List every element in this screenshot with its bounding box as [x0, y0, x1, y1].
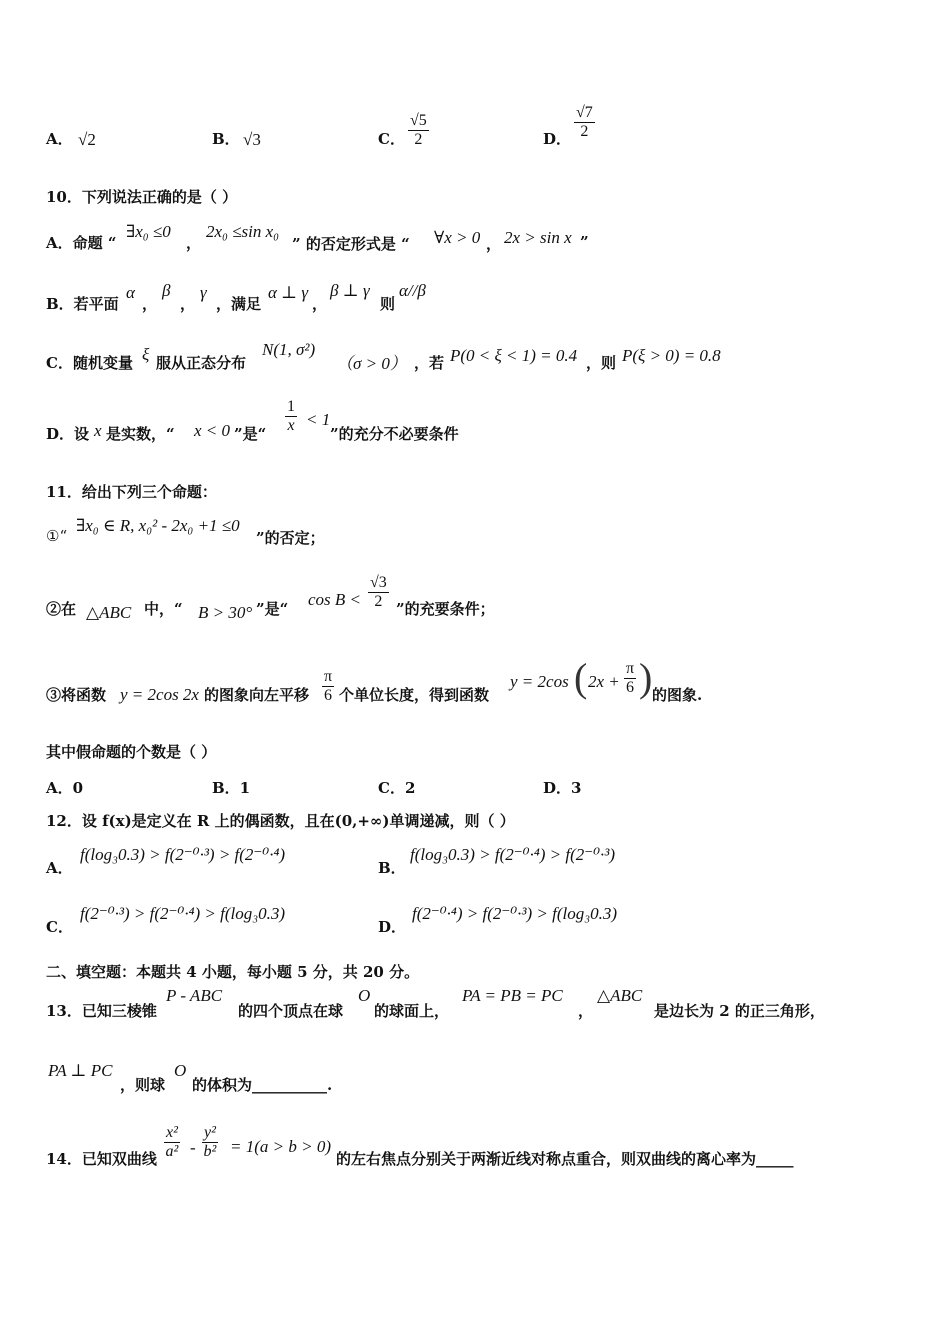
q10-a-prefix: A．命题 “: [46, 234, 117, 252]
q13-l2-mid: ，则球: [120, 1076, 166, 1094]
q14-numerator1: x²: [166, 1124, 178, 1141]
q12-option-d-math: f(2⁻⁰·⁴) > f(2⁻⁰·³) > f(log₃0.3): [412, 904, 618, 923]
q11-p3-fraction: [322, 668, 334, 705]
q14-numerator2: y²: [204, 1124, 216, 1141]
q11-option-a: A．0: [46, 779, 84, 797]
q10-b-c3: ，: [312, 295, 328, 313]
q9-c-numerator: √5: [410, 112, 427, 129]
q12-option-c-math: f(2⁻⁰·³) > f(2⁻⁰·⁴) > f(log₃0.3): [80, 904, 286, 923]
q14-equation: = 1(a > b > 0): [230, 1137, 331, 1156]
q11-p3-numerator2: π: [626, 660, 635, 677]
q12-option-c-label: C．: [46, 918, 73, 936]
q10-a-math2: 2x₀ ≤sin x₀: [206, 222, 280, 241]
q10-c-dist: N(1, σ²): [262, 340, 316, 359]
q11-p2-end: ”的充要条件；: [396, 600, 495, 618]
q13-prefix: 13．已知三棱锥: [46, 1002, 157, 1020]
q11-p3-mid2: 个单位长度，得到函数: [339, 686, 490, 704]
q10-c-sigma: （σ > 0）: [336, 354, 407, 373]
q9-c-denominator: 2: [414, 131, 423, 148]
q9-d-numerator: √7: [576, 104, 593, 121]
q11-p3-numerator: π: [324, 668, 333, 685]
q10-a-comma2: ，: [486, 235, 502, 253]
q11-p2-numerator: √3: [370, 574, 387, 591]
q14-denominator2: b²: [203, 1143, 217, 1160]
q11-p3-func1: y = 2cos 2x: [120, 685, 199, 704]
q10-option-a: [46, 233, 117, 253]
q14-minus: -: [190, 1138, 196, 1157]
q13-pyramid: P - ABC: [166, 986, 223, 1005]
section-2-heading: 二、填空题：本题共 4 小题，每小题 5 分，共 20 分。: [46, 963, 420, 981]
q14-fraction1: [164, 1124, 180, 1161]
q12-option-b-label: B．: [378, 859, 406, 877]
q9-option-d-fraction: [574, 104, 595, 141]
q10-d-lt: < 1: [306, 410, 331, 429]
q10-d-x: x: [94, 421, 102, 440]
q10-d-mid2: ”是“: [234, 425, 267, 443]
q11-option-c: C．2: [378, 779, 416, 797]
q9-option-a-value: √2: [78, 130, 96, 149]
q10-b-math5: β ⊥ γ: [330, 281, 370, 300]
q10-b-c1: ，: [142, 295, 158, 313]
q11-p2-prefix: ②在: [46, 600, 77, 618]
q11-p2-fraction: [368, 574, 389, 611]
q13-mid3: 是边长为 2 的正三角形，: [654, 1002, 825, 1020]
q10-b-math6: α//β: [399, 281, 426, 300]
q10-b-math4: α ⊥ γ: [268, 283, 309, 302]
q11-p3-func2: y = 2cos: [510, 672, 569, 691]
q11-p2-cos: cos B <: [308, 590, 362, 609]
q10-d-end: ”的充分不必要条件: [330, 425, 459, 443]
q11-p1-prefix: ①“: [46, 527, 68, 545]
q11-p2-mid: 中，“: [144, 600, 183, 618]
q9-option-c-fraction: [408, 112, 429, 149]
q10-d-mid: 是实数，“: [106, 425, 175, 443]
q11-p3-right-paren: ): [639, 655, 653, 700]
q10-b-then: 则: [380, 295, 396, 313]
q13-mid1: 的四个顶点在球: [238, 1002, 344, 1020]
q10-c-prefix: C．随机变量: [46, 354, 133, 372]
q11-p3-mid: 的图象向左平移: [204, 686, 310, 704]
q10-c-if: ，若: [414, 354, 445, 372]
q10-c-prob1: P(0 < ξ < 1) = 0.4: [450, 346, 578, 365]
q9-option-c-label: C．: [378, 130, 405, 148]
q10-d-cond: x < 0: [194, 421, 231, 440]
q10-d-numerator: 1: [287, 398, 295, 415]
q11-stem: 11．给出下列三个命题：: [46, 483, 217, 501]
q10-stem: 10．下列说法正确的是（ ）: [46, 188, 238, 206]
q12-stem: 12．设 f(x)是定义在 R 上的偶函数，且在(0,+∞)单调递减，则（ ）: [46, 812, 515, 830]
q14-end: 的左右焦点分别关于两渐近线对称点重合，则双曲线的离心率为_____: [336, 1150, 794, 1168]
q13-mid2: 的球面上，: [374, 1002, 450, 1020]
q10-a-comma: ，: [186, 234, 202, 252]
q11-p3-fraction2: [624, 660, 636, 697]
q9-option-b-label: B．: [212, 130, 240, 148]
q9-option-b-value: √3: [243, 130, 261, 149]
q14-denominator1: a²: [165, 1143, 179, 1160]
q10-d-prefix: D．设: [46, 425, 90, 443]
q10-a-end: ”: [580, 233, 589, 251]
q11-p3-prefix: ③将函数: [46, 686, 107, 704]
q9-d-denominator: 2: [580, 123, 589, 140]
q11-p3-arg: 2x +: [588, 672, 620, 691]
q14-prefix: 14．已知双曲线: [46, 1150, 157, 1168]
q11-p3-denominator2: 6: [626, 679, 635, 696]
q10-b-prefix: B．若平面: [46, 295, 119, 313]
q10-b-alpha: α: [126, 283, 135, 302]
q13-equal-edges: PA = PB = PC: [462, 986, 563, 1005]
q13-l2-end: 的体积为__________.: [192, 1076, 333, 1094]
q11-p1-end: ”的否定；: [256, 529, 325, 547]
q10-c-mid: 服从正态分布: [156, 354, 247, 372]
q11-p1-math: ∃x₀ ∈ R, x₀² - 2x₀ +1 ≤0: [76, 516, 240, 535]
q13-comma: ，: [578, 1002, 594, 1020]
q10-c-prob2: P(ξ > 0) = 0.8: [622, 346, 721, 365]
q10-a-math3: ∀x > 0: [434, 228, 481, 247]
q10-c-then: ，则: [586, 354, 617, 372]
q11-p3-denominator: 6: [324, 687, 333, 704]
q12-option-b-math: f(log₃0.3) > f(2⁻⁰·⁴) > f(2⁻⁰·³): [410, 845, 616, 864]
q10-b-gamma: γ: [200, 283, 207, 302]
q11-ask: 其中假命题的个数是（ ）: [46, 743, 217, 761]
q13-perpendicular: PA ⊥ PC: [48, 1061, 113, 1080]
q9-option-d-label: D．: [543, 130, 572, 148]
q11-p2-denominator: 2: [374, 593, 383, 610]
q10-b-beta: β: [162, 281, 171, 300]
q10-d-denominator: x: [287, 417, 295, 434]
q10-d-fraction: [285, 398, 297, 435]
q10-c-xi: ξ: [142, 345, 150, 364]
q10-a-math4: 2x > sin x: [504, 228, 572, 247]
q11-p2-mid2: ”是“: [256, 600, 289, 618]
q12-option-a-math: f(log₃0.3) > f(2⁻⁰·³) > f(2⁻⁰·⁴): [80, 845, 286, 864]
q10-b-mid: ，满足: [216, 295, 262, 313]
q13-l2-o: O: [174, 1061, 187, 1080]
q9-option-a-label: A．: [46, 130, 73, 148]
q11-p3-left-paren: (: [574, 655, 588, 700]
q12-option-d-label: D．: [378, 918, 407, 936]
q11-p3-end: 的图象.: [652, 686, 703, 704]
q10-a-math1: ∃x₀ ≤0: [126, 222, 171, 241]
q11-p2-triangle: △ABC: [86, 603, 132, 622]
q12-option-a-label: A．: [46, 859, 73, 877]
q14-fraction2: [202, 1124, 218, 1161]
q11-p2-angle: B > 30°: [198, 603, 253, 622]
q13-triangle: △ABC: [597, 986, 643, 1005]
q10-a-mid: ” 的否定形式是 “: [292, 235, 410, 253]
q11-option-b: B．1: [212, 779, 251, 797]
q10-b-c2: ，: [180, 295, 196, 313]
q11-option-d: D．3: [543, 779, 582, 797]
q13-sphere-o: O: [358, 986, 371, 1005]
